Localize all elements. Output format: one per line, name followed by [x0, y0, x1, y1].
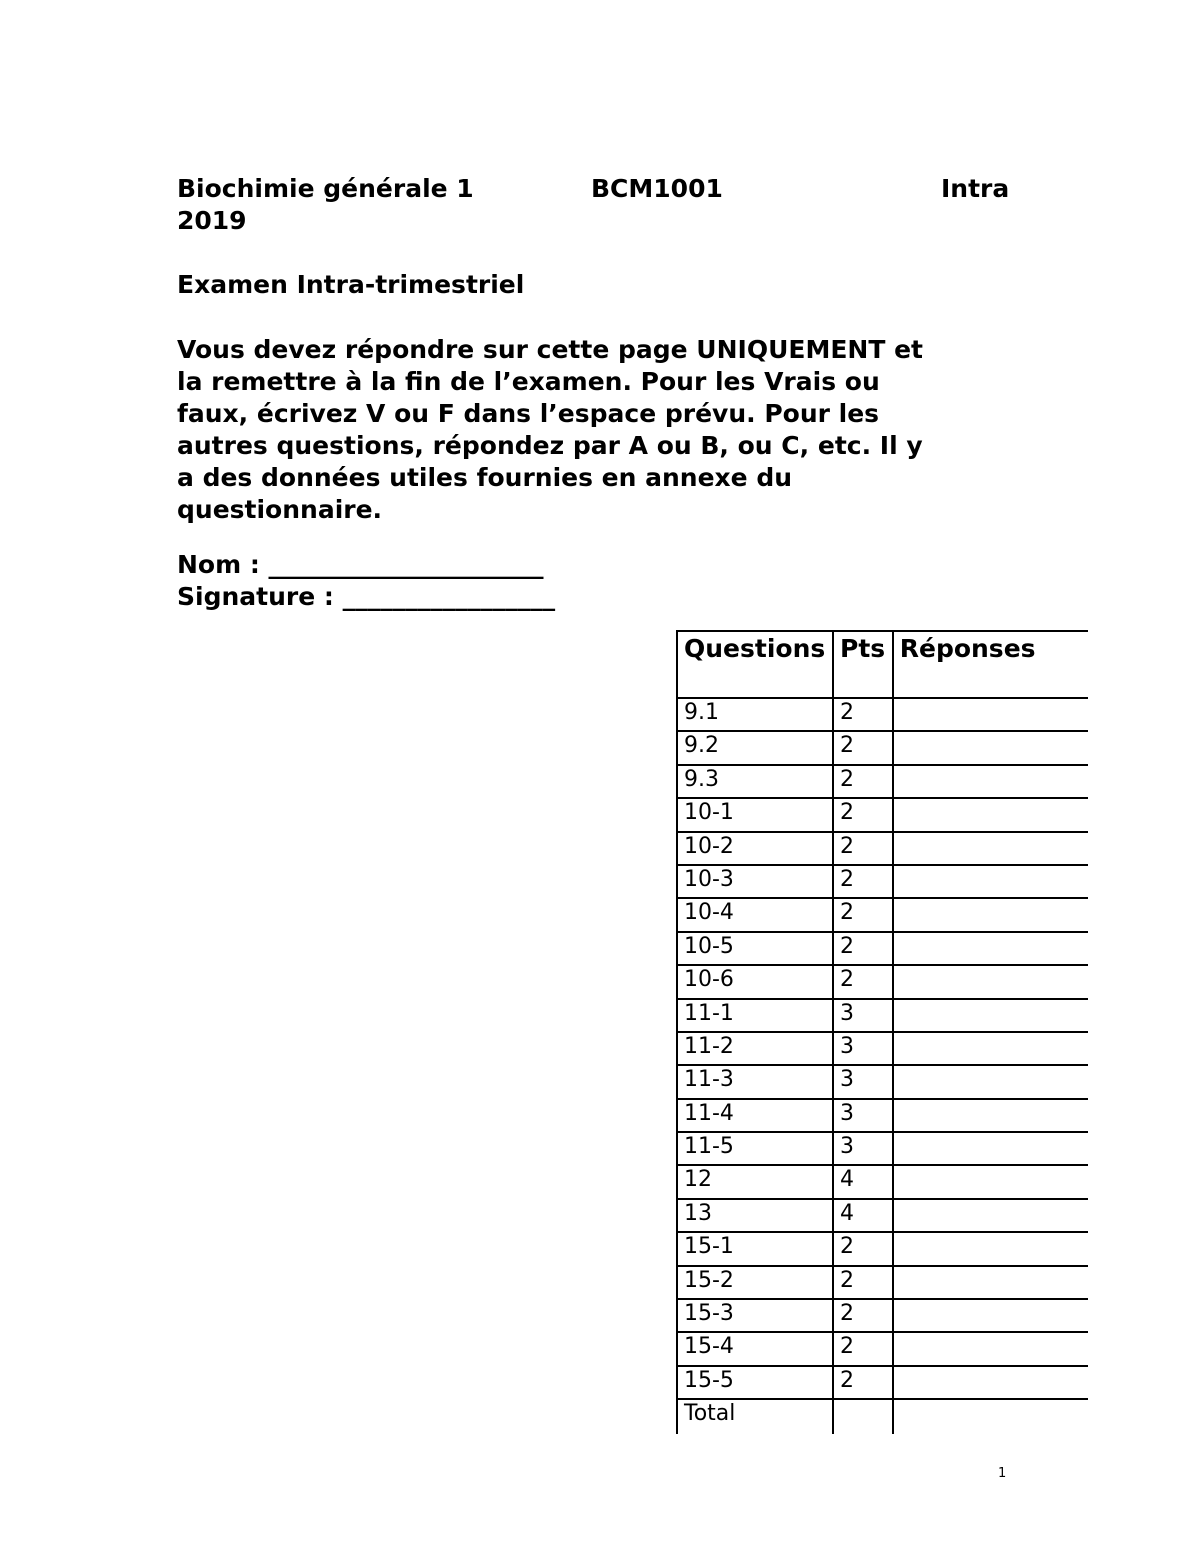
instruction-line: a des données utiles fournies en annexe du	[177, 463, 793, 492]
total-label: Total	[677, 1399, 833, 1434]
question-points: 4	[833, 1165, 893, 1198]
name-field[interactable]: Nom : ______________________	[177, 550, 544, 579]
table-row	[677, 731, 1088, 764]
instructions	[177, 334, 1027, 526]
exam-type: Intra	[941, 174, 1010, 203]
course-title: Biochimie générale 1	[177, 174, 474, 203]
instruction-line: Vous devez répondre sur cette page UNIQUEMENT et	[177, 335, 923, 364]
table-row	[677, 1299, 1088, 1332]
question-number: 10-5	[677, 932, 833, 965]
answer-cell[interactable]	[893, 798, 1088, 831]
question-number: 9.1	[677, 698, 833, 731]
question-number: 15-3	[677, 1299, 833, 1332]
table-row	[677, 1099, 1088, 1132]
answer-cell[interactable]	[893, 1332, 1088, 1365]
header-questions: Questions	[677, 631, 833, 698]
table-row	[677, 1232, 1088, 1265]
answer-cell[interactable]	[893, 865, 1088, 898]
question-number: 11-4	[677, 1099, 833, 1132]
question-number: 10-4	[677, 898, 833, 931]
header-points: Pts	[833, 631, 893, 698]
answer-cell[interactable]	[893, 932, 1088, 965]
answer-cell[interactable]	[893, 1065, 1088, 1098]
question-number: 11-2	[677, 1032, 833, 1065]
question-number: 10-1	[677, 798, 833, 831]
instruction-line: questionnaire.	[177, 495, 383, 524]
question-points: 3	[833, 1132, 893, 1165]
table-header-row	[677, 631, 1088, 698]
answer-cell[interactable]	[893, 1099, 1088, 1132]
answer-cell[interactable]	[893, 898, 1088, 931]
question-points: 2	[833, 898, 893, 931]
answer-cell[interactable]	[893, 999, 1088, 1032]
question-number: 10-3	[677, 865, 833, 898]
answer-cell[interactable]	[893, 698, 1088, 731]
page-number: 1	[998, 1466, 1007, 1481]
table-row	[677, 932, 1088, 965]
exam-year: 2019	[177, 206, 247, 235]
question-points: 2	[833, 765, 893, 798]
question-number: 11-1	[677, 999, 833, 1032]
signature-field[interactable]: Signature : _________________	[177, 582, 556, 611]
question-number: 9.3	[677, 765, 833, 798]
question-points: 2	[833, 1232, 893, 1265]
course-code: BCM1001	[591, 174, 723, 203]
header-answers: Réponses	[893, 631, 1088, 698]
question-points: 3	[833, 999, 893, 1032]
question-number: 13	[677, 1199, 833, 1232]
answer-cell[interactable]	[893, 1032, 1088, 1065]
table-row	[677, 898, 1088, 931]
instruction-line: la remettre à la fin de l’examen. Pour les Vrais ou	[177, 367, 880, 396]
table-row	[677, 832, 1088, 865]
answer-cell[interactable]	[893, 1199, 1088, 1232]
question-points: 3	[833, 1099, 893, 1132]
question-points: 2	[833, 965, 893, 998]
table-row	[677, 865, 1088, 898]
question-number: 15-1	[677, 1232, 833, 1265]
answer-table	[676, 630, 1088, 1434]
question-points: 2	[833, 798, 893, 831]
answer-cell[interactable]	[893, 1232, 1088, 1265]
question-number: 15-5	[677, 1366, 833, 1399]
question-points: 2	[833, 1266, 893, 1299]
table-body	[677, 698, 1088, 1434]
table-row	[677, 798, 1088, 831]
question-points: 2	[833, 932, 893, 965]
question-number: 11-5	[677, 1132, 833, 1165]
answer-cell[interactable]	[893, 731, 1088, 764]
table-row	[677, 1266, 1088, 1299]
total-points[interactable]	[833, 1399, 893, 1434]
question-points: 2	[833, 731, 893, 764]
question-points: 2	[833, 1332, 893, 1365]
question-number: 10-2	[677, 832, 833, 865]
answer-cell[interactable]	[893, 965, 1088, 998]
question-number: 10-6	[677, 965, 833, 998]
table-row	[677, 1132, 1088, 1165]
question-points: 2	[833, 1366, 893, 1399]
question-points: 3	[833, 1065, 893, 1098]
total-answer[interactable]	[893, 1399, 1088, 1434]
exam-title: Examen Intra-trimestriel	[177, 270, 525, 299]
question-number: 15-2	[677, 1266, 833, 1299]
question-number: 11-3	[677, 1065, 833, 1098]
table-row	[677, 1366, 1088, 1399]
table-row	[677, 1032, 1088, 1065]
instruction-line: faux, écrivez V ou F dans l’espace prévu. Pour les	[177, 399, 880, 428]
question-points: 3	[833, 1032, 893, 1065]
answer-cell[interactable]	[893, 765, 1088, 798]
answer-cell[interactable]	[893, 832, 1088, 865]
table-row	[677, 1165, 1088, 1198]
question-number: 15-4	[677, 1332, 833, 1365]
answer-cell[interactable]	[893, 1299, 1088, 1332]
answer-cell[interactable]	[893, 1266, 1088, 1299]
table-row	[677, 1199, 1088, 1232]
table-row	[677, 698, 1088, 731]
question-points: 4	[833, 1199, 893, 1232]
table-row	[677, 1332, 1088, 1365]
answer-cell[interactable]	[893, 1132, 1088, 1165]
answer-cell[interactable]	[893, 1165, 1088, 1198]
question-number: 12	[677, 1165, 833, 1198]
table-row	[677, 999, 1088, 1032]
table-row	[677, 765, 1088, 798]
question-points: 2	[833, 1299, 893, 1332]
table-row	[677, 1065, 1088, 1098]
answer-cell[interactable]	[893, 1366, 1088, 1399]
question-points: 2	[833, 832, 893, 865]
question-points: 2	[833, 698, 893, 731]
total-row	[677, 1399, 1088, 1434]
question-points: 2	[833, 865, 893, 898]
question-number: 9.2	[677, 731, 833, 764]
table-row	[677, 965, 1088, 998]
instruction-line: autres questions, répondez par A ou B, ou C, etc. Il y	[177, 431, 923, 460]
header-line	[177, 174, 1027, 210]
